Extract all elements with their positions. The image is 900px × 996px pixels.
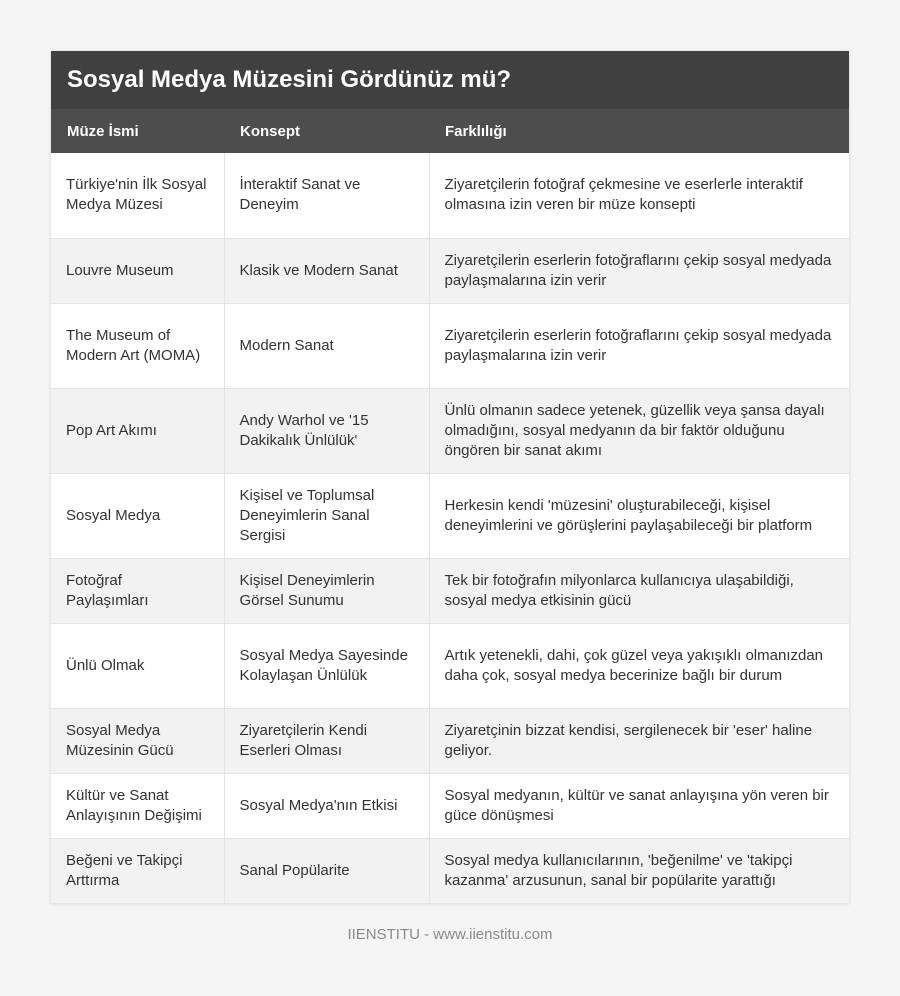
- cell-difference: Ziyaretçilerin fotoğraf çekmesine ve eserlerle interaktif olmasına izin veren bir müze konsepti: [429, 153, 849, 238]
- cell-concept: Andy Warhol ve '15 Dakikalık Ünlülük': [224, 388, 429, 473]
- table-row: [51, 838, 849, 903]
- cell-difference: Tek bir fotoğrafın milyonlarca kullanıcıya ulaşabildiği, sosyal medya etkisinin gücü: [429, 558, 849, 623]
- cell-difference: Artık yetenekli, dahi, çok güzel veya yakışıklı olmanızdan daha çok, sosyal medya becerinize bağlı bir durum: [429, 623, 849, 708]
- cell-museum-name: Kültür ve Sanat Anlayışının Değişimi: [51, 773, 224, 838]
- museum-table: [51, 109, 849, 904]
- cell-museum-name: Louvre Museum: [51, 238, 224, 303]
- table-row: [51, 153, 849, 238]
- cell-difference: Sosyal medyanın, kültür ve sanat anlayışına yön veren bir güce dönüşmesi: [429, 773, 849, 838]
- cell-difference: Ziyaretçinin bizzat kendisi, sergilenecek bir 'eser' haline geliyor.: [429, 708, 849, 773]
- cell-concept: Ziyaretçilerin Kendi Eserleri Olması: [224, 708, 429, 773]
- table-row: [51, 473, 849, 558]
- footer-credit: IIENSTITU - www.iienstitu.com: [347, 926, 553, 943]
- table-row: [51, 303, 849, 388]
- table-row: [51, 708, 849, 773]
- cell-difference: Ünlü olmanın sadece yetenek, güzellik veya şansa dayalı olmadığını, sosyal medyanın da bir faktör olduğunu öngören bir sanat akımı: [429, 388, 849, 473]
- column-header-concept: Konsept: [240, 122, 300, 140]
- table-card: [51, 51, 849, 904]
- table-header-row: [51, 109, 849, 153]
- cell-difference: Herkesin kendi 'müzesini' oluşturabileceği, kişisel deneyimlerini ve görüşlerini paylaşabileceği bir platform: [429, 473, 849, 558]
- column-header-difference: Farklılığı: [445, 122, 507, 140]
- cell-concept: Modern Sanat: [224, 303, 429, 388]
- table-row: [51, 623, 849, 708]
- cell-concept: Sosyal Medya'nın Etkisi: [224, 773, 429, 838]
- cell-museum-name: Beğeni ve Takipçi Arttırma: [51, 838, 224, 903]
- cell-museum-name: Pop Art Akımı: [51, 388, 224, 473]
- cell-difference: Ziyaretçilerin eserlerin fotoğraflarını çekip sosyal medyada paylaşmalarına izin verir: [429, 303, 849, 388]
- cell-museum-name: Ünlü Olmak: [51, 623, 224, 708]
- table-row: [51, 558, 849, 623]
- cell-concept: Klasik ve Modern Sanat: [224, 238, 429, 303]
- table-title: Sosyal Medya Müzesini Gördünüz mü?: [51, 51, 849, 109]
- cell-museum-name: The Museum of Modern Art (MOMA): [51, 303, 224, 388]
- cell-museum-name: Sosyal Medya: [51, 473, 224, 558]
- cell-museum-name: Türkiye'nin İlk Sosyal Medya Müzesi: [51, 153, 224, 238]
- cell-difference: Ziyaretçilerin eserlerin fotoğraflarını çekip sosyal medyada paylaşmalarına izin verir: [429, 238, 849, 303]
- cell-concept: Sosyal Medya Sayesinde Kolaylaşan Ünlülük: [224, 623, 429, 708]
- table-row: [51, 773, 849, 838]
- cell-museum-name: Fotoğraf Paylaşımları: [51, 558, 224, 623]
- cell-concept: Kişisel ve Toplumsal Deneyimlerin Sanal Sergisi: [224, 473, 429, 558]
- cell-concept: İnteraktif Sanat ve Deneyim: [224, 153, 429, 238]
- cell-museum-name: Sosyal Medya Müzesinin Gücü: [51, 708, 224, 773]
- cell-difference: Sosyal medya kullanıcılarının, 'beğenilme' ve 'takipçi kazanma' arzusunun, sanal bir popülarite yarattığı: [429, 838, 849, 903]
- column-header-museum-name: Müze İsmi: [67, 122, 139, 140]
- table-row: [51, 238, 849, 303]
- table-row: [51, 388, 849, 473]
- cell-concept: Kişisel Deneyimlerin Görsel Sunumu: [224, 558, 429, 623]
- cell-concept: Sanal Popülarite: [224, 838, 429, 903]
